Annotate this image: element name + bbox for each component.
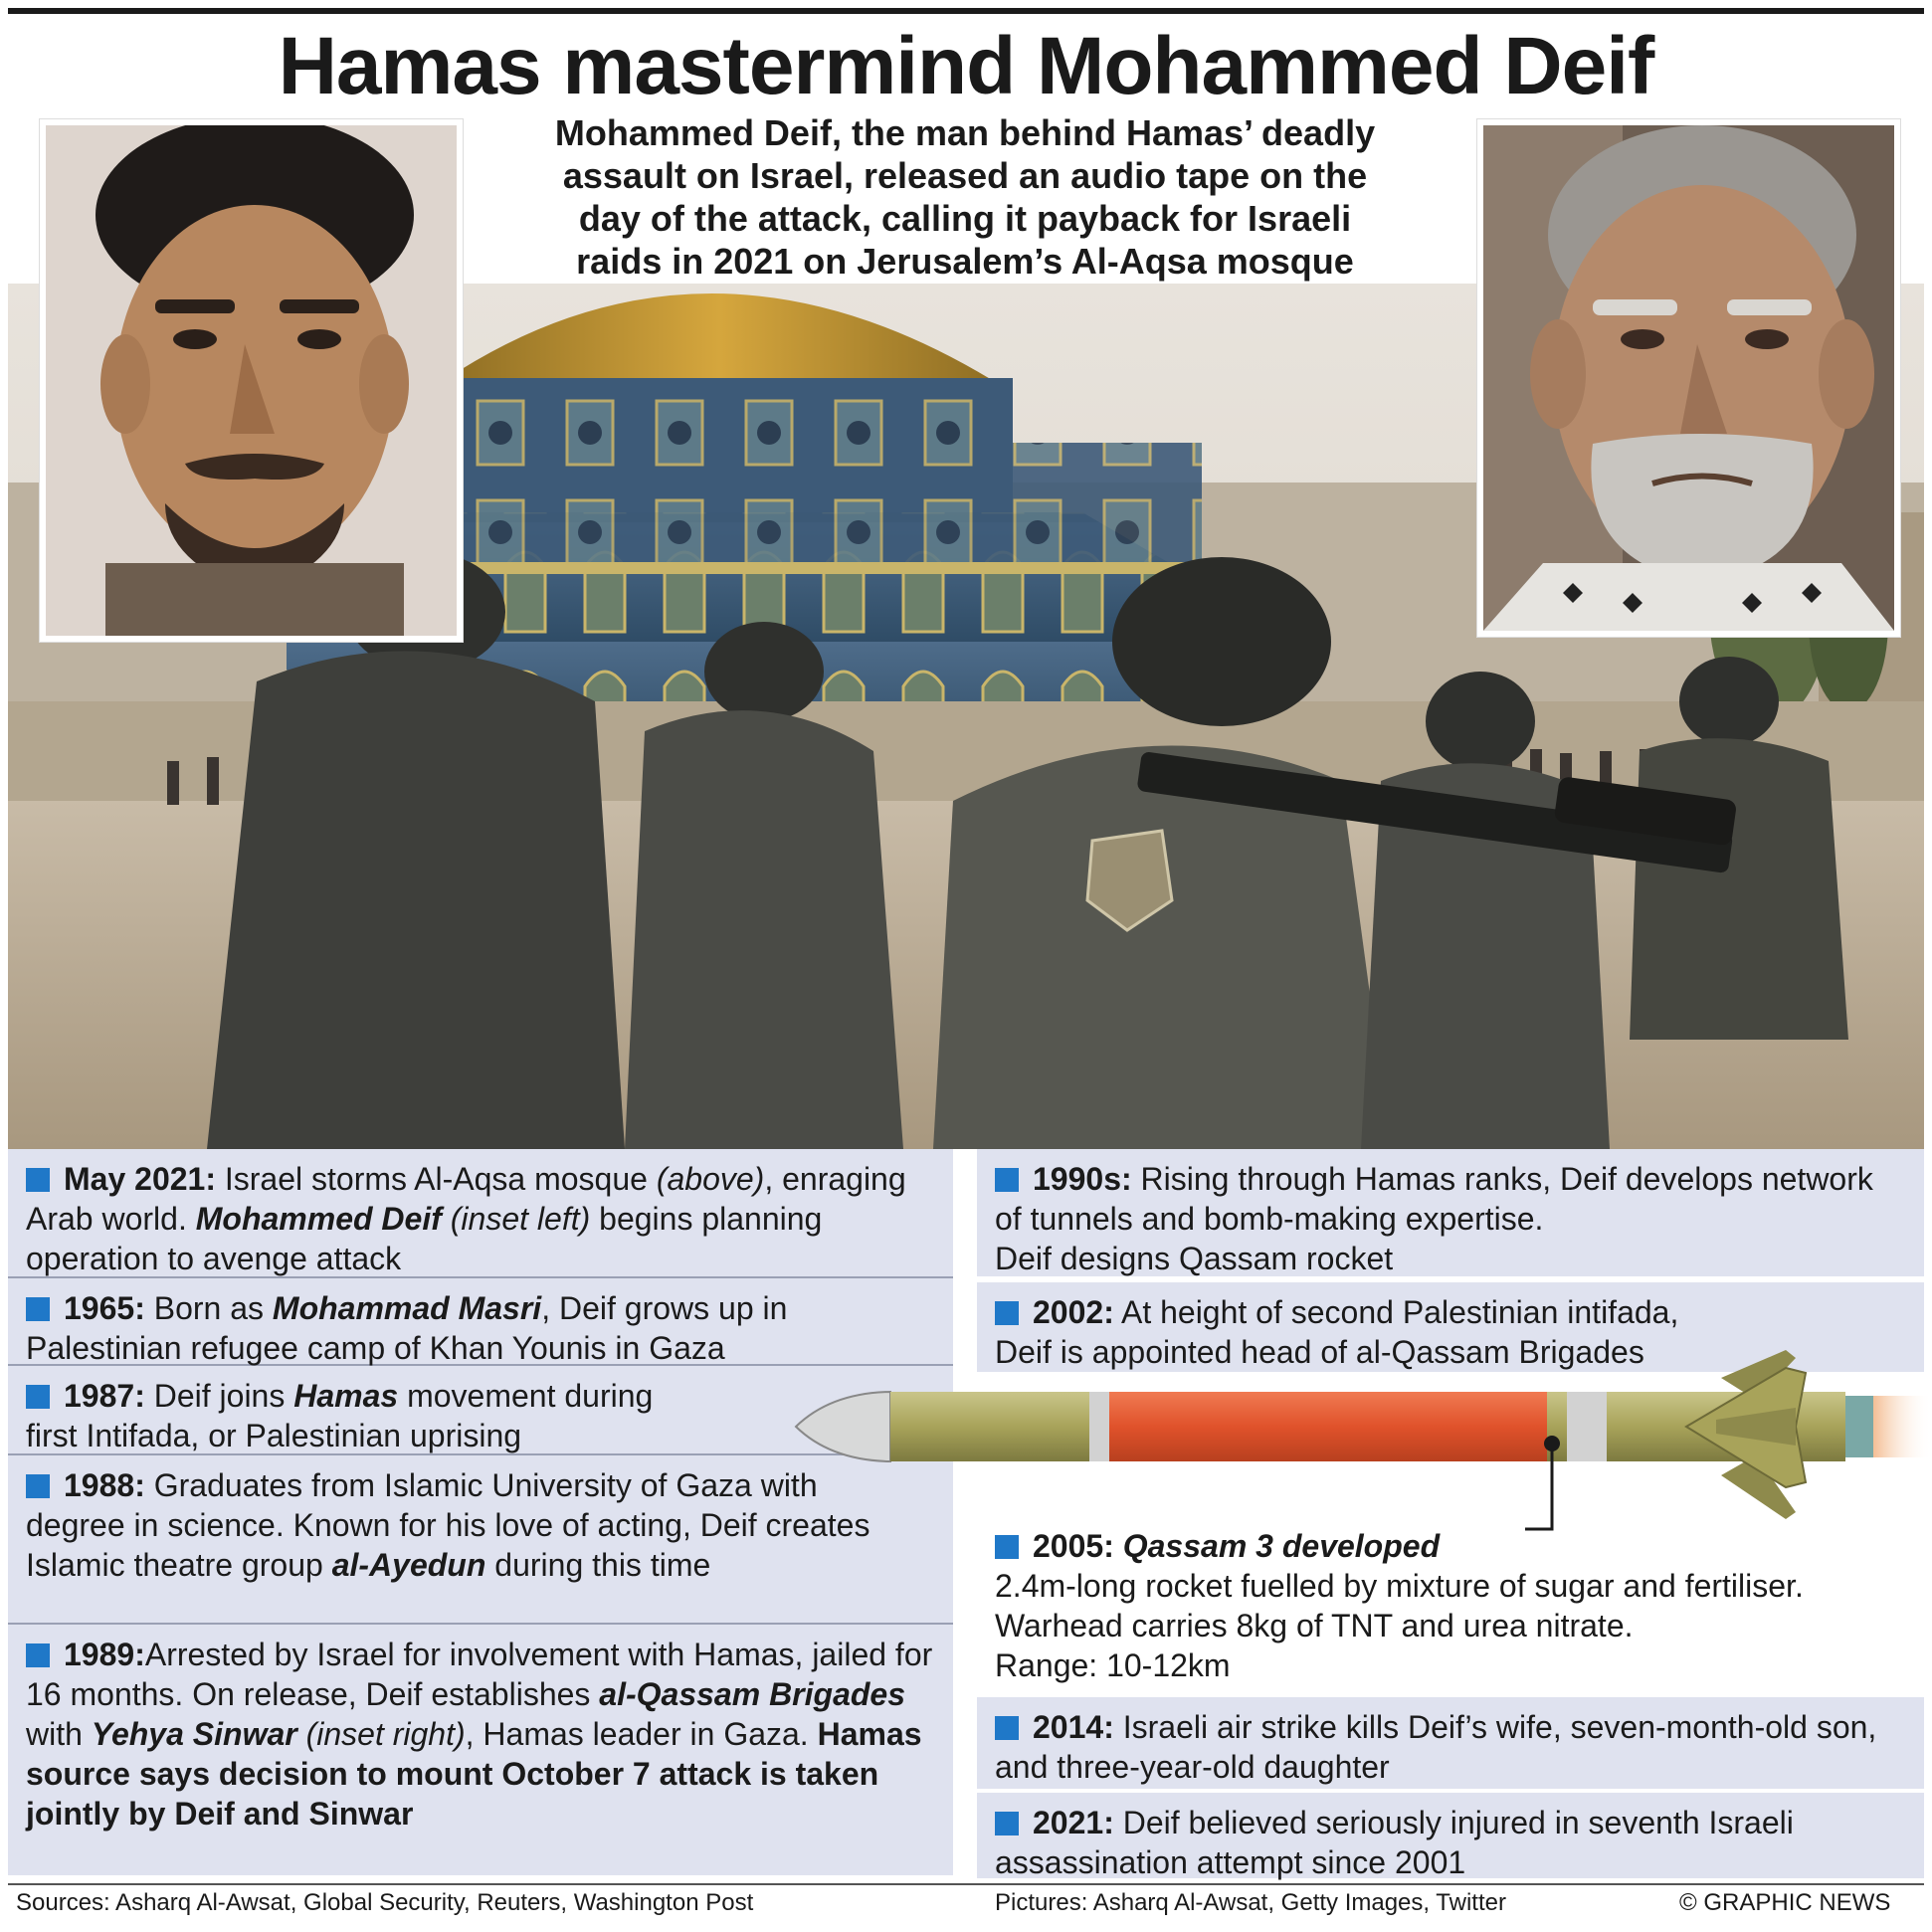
timeline-entry-2021 <box>977 1793 1924 1878</box>
timeline-entry-2002-text: 2002: At height of second Palestinian intifada, Deif is appointed head of al-Qassam Brigades <box>995 1294 1679 1370</box>
inset-photo-right-sinwar <box>1477 119 1900 637</box>
timeline-entry-1989: 1989:Arrested by Israel for involvement with Hamas, jailed for 16 months. On release, Deif establishes al-Qassam Brigades with Yehya Sinwar (inset right), Hamas leader in Gaza. Hamas source says decision to mount October 7 attack is taken jointly by Deif and Sinwar <box>26 1637 933 1832</box>
qassam-rocket-icon <box>791 1348 1932 1532</box>
square-bullet-icon <box>995 1716 1019 1740</box>
inset-photo-left-deif <box>40 119 463 642</box>
timeline-entry-2014-text: 2014: Israeli air strike kills Deif’s wife, seven-month-old son, and three-year-old daughter <box>995 1709 1877 1785</box>
square-bullet-icon <box>26 1168 50 1192</box>
square-bullet-icon <box>995 1168 1019 1192</box>
timeline-entry-2014 <box>977 1697 1924 1789</box>
timeline-entry-may-2021: May 2021: Israel storms Al-Aqsa mosque (above), enraging Arab world. Mohammed Deif (inset left) begins planning operation to avenge attack <box>8 1149 953 1278</box>
square-bullet-icon <box>995 1812 1019 1835</box>
timeline-entry-1990s <box>977 1149 1924 1276</box>
standfirst <box>497 111 1433 283</box>
timeline-entry-1965: 1965: Born as Mohammad Masri, Deif grows up in Palestinian refugee camp of Khan Younis in Gaza <box>8 1278 953 1366</box>
timeline-entry-1987: 1987: Deif joins Hamas movement during first Intifada, or Palestinian uprising <box>8 1366 953 1455</box>
square-bullet-icon <box>26 1385 50 1409</box>
timeline-entry-2005 <box>977 1520 1924 1691</box>
standfirst-line: Mohammed Deif, the man behind Hamas’ deadly <box>554 112 1376 153</box>
square-bullet-icon <box>26 1474 50 1498</box>
standfirst-line: day of the attack, calling it payback for Israeli <box>578 198 1352 239</box>
timeline-entry-1990s-text: 1990s: Rising through Hamas ranks, Deif develops network of tunnels and bomb-making expertise. Deif designs Qassam rocket <box>995 1161 1873 1276</box>
timeline-entry-1988: 1988: Graduates from Islamic University of Gaza with degree in science. Known for his love of acting, Deif creates Islamic theatre group al-Ayedun during this time <box>8 1455 953 1625</box>
standfirst-line: raids in 2021 on Jerusalem’s Al-Aqsa mosque <box>576 241 1354 282</box>
square-bullet-icon <box>995 1535 1019 1559</box>
pictures-credit: Pictures: Asharq Al-Awsat, Getty Images, Twitter <box>995 1889 1506 1916</box>
footer-rule <box>8 1883 1924 1885</box>
square-bullet-icon <box>26 1643 50 1667</box>
top-rule <box>8 8 1924 14</box>
square-bullet-icon <box>995 1301 1019 1325</box>
timeline-entry-2021-text: 2021: Deif believed seriously injured in seventh Israeli assassination attempt since 2001 <box>995 1805 1794 1880</box>
graphic-news-credit: © GRAPHIC NEWS <box>1679 1889 1891 1916</box>
page-title: Hamas mastermind Mohammed Deif <box>278 21 1654 111</box>
square-bullet-icon <box>26 1297 50 1321</box>
sources-credit: Sources: Asharq Al-Awsat, Global Security, Reuters, Washington Post <box>16 1889 754 1916</box>
standfirst-line: assault on Israel, released an audio tape on the <box>562 155 1368 196</box>
timeline-entry-2005-text: 2005: Qassam 3 developed 2.4m-long rocket fuelled by mixture of sugar and fertiliser. Warhead carries 8kg of TNT and urea nitrate. Range: 10-12km <box>995 1528 1804 1683</box>
